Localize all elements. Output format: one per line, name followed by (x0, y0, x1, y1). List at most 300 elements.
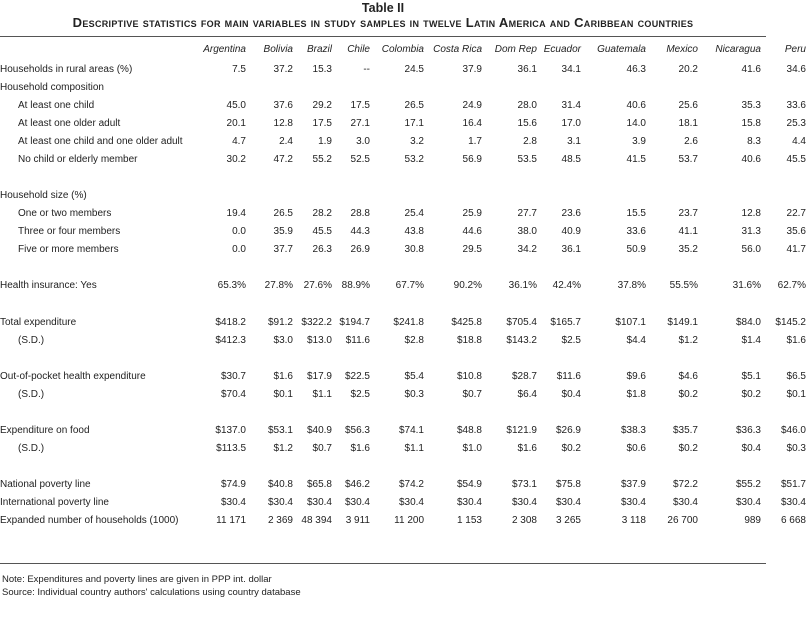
statistics-table (0, 38, 806, 530)
table-cell: $0.2 (678, 443, 698, 455)
table-cell: 2.4 (279, 135, 293, 147)
table-cell: 37.7 (273, 244, 293, 256)
column-header: Peru (784, 43, 806, 55)
table-cell: $107.1 (615, 316, 646, 328)
table-cell: 25.3 (786, 117, 806, 129)
table-cell (246, 78, 293, 96)
table-row (0, 277, 806, 295)
table-cell (581, 78, 646, 96)
table-cell: 27.7 (517, 208, 537, 220)
spacer-row (0, 403, 806, 421)
table-cell: 52.5 (350, 154, 370, 166)
table-cell: 48.5 (561, 154, 581, 166)
table-cell: $40.8 (267, 479, 293, 491)
table-cell (761, 187, 806, 205)
row-label: (S.D.) (18, 443, 45, 455)
table-cell: 14.0 (626, 117, 646, 129)
table-cell: 3 265 (555, 515, 581, 527)
table-cell: 2.6 (684, 135, 698, 147)
table-cell: $5.1 (741, 370, 761, 382)
source-text: Source: Individual country authors' calculations using country database (2, 586, 301, 598)
table-cell (332, 78, 370, 96)
table-cell: 30.8 (404, 244, 424, 256)
table-cell: 48 394 (301, 515, 332, 527)
table-cell: -- (363, 63, 370, 75)
table-cell: 17.5 (350, 99, 370, 111)
table-cell: $137.0 (215, 424, 246, 436)
table-cell (332, 187, 370, 205)
table-row (0, 150, 806, 168)
table-row (0, 331, 806, 349)
column-header: Bolivia (263, 43, 293, 55)
table-cell: 17.1 (404, 117, 424, 129)
table-row (0, 421, 806, 439)
row-label: Three or four members (18, 226, 121, 238)
table-header (0, 38, 806, 60)
table-cell: $38.3 (620, 424, 646, 436)
table-cell: $4.6 (678, 370, 698, 382)
table-cell: $0.2 (741, 388, 761, 400)
row-label: Expenditure on food (0, 424, 90, 436)
table-cell: $1.8 (626, 388, 646, 400)
table-cell: $6.5 (786, 370, 806, 382)
table-cell: $2.5 (561, 334, 581, 346)
table-cell: 41.1 (678, 226, 698, 238)
table-cell: $9.6 (626, 370, 646, 382)
row-label: (S.D.) (18, 334, 45, 346)
table-cell: $28.7 (511, 370, 537, 382)
column-header: Brazil (306, 43, 332, 55)
table-cell: $74.9 (220, 479, 246, 491)
table-cell: 3.2 (410, 135, 424, 147)
table-cell: 1 153 (456, 515, 482, 527)
row-label: At least one child and one older adult (18, 135, 183, 147)
row-label: No child or elderly member (18, 154, 138, 166)
table-cell: $1.1 (404, 443, 424, 455)
table-cell: $65.8 (306, 479, 332, 491)
table-cell: 55.5% (669, 280, 698, 292)
table-cell: $0.2 (561, 443, 581, 455)
table-cell: 26.5 (404, 99, 424, 111)
table-cell: 41.6 (741, 63, 761, 75)
table-cell: 41.5 (626, 154, 646, 166)
table-row (0, 440, 806, 458)
table-cell: 45.5 (786, 154, 806, 166)
table-cell: $30.4 (780, 497, 806, 509)
table-cell: $51.7 (780, 479, 806, 491)
table-cell: $72.2 (672, 479, 698, 491)
table-body (0, 60, 806, 530)
table-cell (646, 187, 698, 205)
table-cell (424, 78, 482, 96)
table-cell: $30.4 (735, 497, 761, 509)
table-title: Descriptive statistics for main variables in study samples in twelve Latin America and Caribbean countries (72, 15, 694, 30)
table-cell: 27.6% (303, 280, 332, 292)
table-cell: 53.2 (404, 154, 424, 166)
table-cell: $30.4 (306, 497, 332, 509)
table-cell (482, 78, 537, 96)
table-cell: 17.5 (312, 117, 332, 129)
table-cell: 15.3 (312, 63, 332, 75)
table-cell: 36.1 (517, 63, 537, 75)
table-cell: 29.2 (312, 99, 332, 111)
row-label: Household size (%) (0, 190, 87, 202)
table-cell: $30.4 (511, 497, 537, 509)
table-cell: 35.3 (741, 99, 761, 111)
row-label: Household composition (0, 81, 104, 93)
table-cell: 56.0 (741, 244, 761, 256)
column-header: Guatemala (597, 43, 646, 55)
table-cell: $113.5 (216, 443, 246, 455)
table-cell: 28.2 (312, 208, 332, 220)
table-cell: $30.7 (220, 370, 246, 382)
table-cell: $46.2 (344, 479, 370, 491)
table-cell: $36.3 (735, 424, 761, 436)
column-header: Chile (347, 43, 370, 55)
table-cell: $13.0 (306, 334, 332, 346)
table-cell: 22.7 (786, 208, 806, 220)
spacer-row (0, 349, 806, 367)
table-cell: $37.9 (620, 479, 646, 491)
table-cell: 15.8 (741, 117, 761, 129)
table-cell: 26.5 (273, 208, 293, 220)
table-cell: 24.5 (404, 63, 424, 75)
table-cell: $53.1 (267, 424, 293, 436)
table-cell: 47.2 (273, 154, 293, 166)
table-cell: 2 369 (267, 515, 293, 527)
table-row (0, 205, 806, 223)
table-row (0, 367, 806, 385)
table-cell: 45.0 (226, 99, 246, 111)
table-cell: $425.8 (451, 316, 482, 328)
table-cell: $1.2 (678, 334, 698, 346)
table-cell: 8.3 (747, 135, 761, 147)
column-header: Ecuador (543, 43, 581, 55)
table-cell: 37.9 (462, 63, 482, 75)
table-cell: $0.3 (786, 443, 806, 455)
table-cell: $0.7 (312, 443, 332, 455)
table-cell: 15.6 (517, 117, 537, 129)
table-row (0, 512, 806, 530)
table-cell: 3.0 (356, 135, 370, 147)
table-cell: $46.0 (780, 424, 806, 436)
table-cell: 20.2 (678, 63, 698, 75)
table-cell (293, 78, 332, 96)
table-cell: $40.9 (306, 424, 332, 436)
table-cell: 40.6 (626, 99, 646, 111)
table-cell: 37.8% (617, 280, 646, 292)
table-cell: $418.2 (215, 316, 246, 328)
table-cell: 34.2 (517, 244, 537, 256)
table-cell: 3 118 (621, 515, 646, 527)
table-cell: 3.9 (632, 135, 646, 147)
table-cell: 35.9 (273, 226, 293, 238)
table-cell: 31.3 (741, 226, 761, 238)
table-cell: 26.3 (312, 244, 332, 256)
table-cell: 43.8 (404, 226, 424, 238)
table-cell: 28.8 (350, 208, 370, 220)
table-cell: $30.4 (456, 497, 482, 509)
table-cell: $70.4 (220, 388, 246, 400)
table-cell: 16.4 (462, 117, 482, 129)
table-cell (581, 187, 646, 205)
table-cell: 23.7 (678, 208, 698, 220)
table-cell: 26 700 (667, 515, 698, 527)
table-number: Table II (361, 1, 405, 15)
table-cell: $74.2 (398, 479, 424, 491)
table-cell: 33.6 (786, 99, 806, 111)
table-cell: 2 308 (511, 515, 537, 527)
table-cell (537, 78, 581, 96)
table-cell: 25.9 (462, 208, 482, 220)
table-row (0, 114, 806, 132)
column-header: Colombia (381, 43, 424, 55)
table-cell: 36.1% (508, 280, 537, 292)
table-cell: $17.9 (306, 370, 332, 382)
table-cell: $0.4 (561, 388, 581, 400)
table-cell (537, 187, 581, 205)
table-cell: 35.6 (786, 226, 806, 238)
table-cell: $4.4 (626, 334, 646, 346)
table-cell: 4.7 (232, 135, 246, 147)
table-cell: $55.2 (735, 479, 761, 491)
table-cell: $91.2 (267, 316, 293, 328)
table-cell: 42.4% (552, 280, 581, 292)
table-cell: $1.6 (273, 370, 293, 382)
table-cell: 27.8% (264, 280, 293, 292)
table-cell: $2.5 (350, 388, 370, 400)
row-label: At least one older adult (18, 117, 121, 129)
table-cell: $11.6 (556, 370, 581, 382)
table-cell: 3.1 (567, 135, 581, 147)
table-cell: 40.9 (561, 226, 581, 238)
table-cell: 17.0 (561, 117, 581, 129)
header-row (0, 38, 806, 60)
spacer-row (0, 295, 806, 313)
table-cell: 88.9% (341, 280, 370, 292)
table-cell: 90.2% (453, 280, 482, 292)
table-cell: 45.5 (312, 226, 332, 238)
table-cell: 37.6 (273, 99, 293, 111)
table-cell: 36.1 (561, 244, 581, 256)
table-cell: 33.6 (626, 226, 646, 238)
table-cell: 25.4 (404, 208, 424, 220)
table-row (0, 313, 806, 331)
table-cell: $0.1 (273, 388, 293, 400)
table-cell (698, 187, 761, 205)
table-cell: $30.4 (555, 497, 581, 509)
table-cell: $0.7 (462, 388, 482, 400)
table-cell: $1.2 (273, 443, 293, 455)
table-cell: $1.6 (350, 443, 370, 455)
table-cell: $145.2 (775, 316, 806, 328)
table-cell: 20.1 (226, 117, 246, 129)
table-cell: $1.6 (517, 443, 537, 455)
table-cell: $22.5 (344, 370, 370, 382)
table-cell: $1.6 (786, 334, 806, 346)
table-cell: $11.6 (345, 334, 370, 346)
table-cell (293, 187, 332, 205)
table-cell: $48.8 (456, 424, 482, 436)
table-cell: 53.7 (678, 154, 698, 166)
table-cell: $18.8 (456, 334, 482, 346)
table-cell: 7.5 (232, 63, 246, 75)
table-cell: 12.8 (273, 117, 293, 129)
table-cell: $30.4 (267, 497, 293, 509)
table-cell: $56.3 (344, 424, 370, 436)
top-rule (0, 36, 766, 37)
table-row (0, 223, 806, 241)
table-row (0, 494, 806, 512)
table-cell: $0.6 (626, 443, 646, 455)
table-cell: 0.0 (232, 226, 246, 238)
row-label: Five or more members (18, 244, 119, 256)
table-cell: $1.0 (462, 443, 482, 455)
table-cell: $3.0 (273, 334, 293, 346)
table-cell: $0.4 (741, 443, 761, 455)
table-cell: 6 668 (780, 515, 806, 527)
table-cell: $705.4 (506, 316, 537, 328)
table-cell: $75.8 (555, 479, 581, 491)
table-cell: $149.1 (667, 316, 698, 328)
table-cell: $0.3 (404, 388, 424, 400)
table-row (0, 187, 806, 205)
column-header: Nicaragua (715, 43, 761, 55)
row-label: (S.D.) (18, 388, 45, 400)
table-cell: 0.0 (232, 244, 246, 256)
table-row (0, 476, 806, 494)
table-cell (424, 187, 482, 205)
table-cell: $241.8 (393, 316, 424, 328)
table-cell: 15.5 (626, 208, 646, 220)
table-cell: $1.1 (312, 388, 332, 400)
note-text: Note: Expenditures and poverty lines are given in PPP int. dollar (2, 574, 272, 585)
table-cell: $194.7 (339, 316, 370, 328)
table-cell: $74.1 (398, 424, 424, 436)
table-cell: 65.3% (217, 280, 246, 292)
table-cell: 19.4 (226, 208, 246, 220)
table-cell: $30.4 (398, 497, 424, 509)
table-row (0, 78, 806, 96)
table-cell: $143.2 (506, 334, 537, 346)
row-label: Total expenditure (0, 316, 77, 328)
table-cell: 41.7 (786, 244, 806, 256)
table-cell: $0.1 (786, 388, 806, 400)
table-cell: $1.4 (741, 334, 761, 346)
table-cell: $6.4 (517, 388, 537, 400)
table-cell: $5.4 (404, 370, 424, 382)
row-label: Out-of-pocket health expenditure (0, 370, 146, 382)
spacer-row (0, 169, 806, 187)
table-cell: $10.8 (456, 370, 482, 382)
table-cell: 25.6 (678, 99, 698, 111)
table-cell: 53.5 (517, 154, 537, 166)
table-cell (698, 78, 761, 96)
table-cell: 30.2 (226, 154, 246, 166)
table-cell: 40.6 (741, 154, 761, 166)
column-header: Costa Rica (433, 43, 482, 55)
table-cell: 1.9 (318, 135, 332, 147)
table-cell: $0.2 (678, 388, 698, 400)
table-cell: $322.2 (301, 316, 332, 328)
table-cell: 34.6 (786, 63, 806, 75)
table-cell: $84.0 (735, 316, 761, 328)
table-cell: 38.0 (517, 226, 537, 238)
table-cell: 31.4 (561, 99, 581, 111)
table-cell: 31.6% (732, 280, 761, 292)
table-cell: 50.9 (626, 244, 646, 256)
table-cell: 67.7% (395, 280, 424, 292)
table-cell: 2.8 (523, 135, 537, 147)
table-cell: 3 911 (345, 515, 370, 527)
table-row (0, 385, 806, 403)
spacer-row (0, 458, 806, 476)
row-label: International poverty line (0, 497, 109, 509)
table-cell: $30.4 (220, 497, 246, 509)
table-cell: 56.9 (462, 154, 482, 166)
table-cell: $30.4 (344, 497, 370, 509)
table-cell: 46.3 (626, 63, 646, 75)
table-cell (370, 78, 424, 96)
table-cell: 44.6 (462, 226, 482, 238)
row-label: National poverty line (0, 479, 91, 491)
row-label: Health insurance: Yes (0, 280, 97, 292)
table-row (0, 60, 806, 78)
table-cell: $35.7 (672, 424, 698, 436)
table-cell: $30.4 (672, 497, 698, 509)
table-row (0, 241, 806, 259)
table-cell: 11 171 (216, 515, 246, 527)
table-cell: 11 200 (394, 515, 424, 527)
table-cell: 44.3 (350, 226, 370, 238)
table-cell (646, 78, 698, 96)
table-cell: 35.2 (678, 244, 698, 256)
column-header: Mexico (666, 43, 698, 55)
table-cell: 62.7% (777, 280, 806, 292)
table-row (0, 132, 806, 150)
column-header: Dom Rep (494, 43, 537, 55)
table-cell: $412.3 (215, 334, 246, 346)
table-cell: 26.9 (350, 244, 370, 256)
table-cell: 29.5 (462, 244, 482, 256)
table-row (0, 96, 806, 114)
table-cell: $2.8 (404, 334, 424, 346)
table-cell: 12.8 (741, 208, 761, 220)
table-cell: $121.9 (506, 424, 537, 436)
table-cell (761, 78, 806, 96)
row-label: Expanded number of households (1000) (0, 515, 179, 527)
table-cell: 34.1 (561, 63, 581, 75)
table-cell: 27.1 (350, 117, 370, 129)
table-cell: 28.0 (517, 99, 537, 111)
header-blank (0, 38, 190, 60)
table-cell: 989 (744, 515, 761, 527)
column-header: Argentina (203, 43, 246, 55)
table-cell (190, 187, 246, 205)
table-cell: 55.2 (312, 154, 332, 166)
table-cell (370, 187, 424, 205)
table-cell: 24.9 (462, 99, 482, 111)
table-cell: $73.1 (511, 479, 537, 491)
table-cell: $165.7 (550, 316, 581, 328)
row-label: One or two members (18, 208, 112, 220)
row-label: At least one child (18, 99, 95, 111)
table-cell: 4.4 (792, 135, 806, 147)
notes (2, 574, 301, 599)
table-cell: 23.6 (561, 208, 581, 220)
table-cell: 37.2 (273, 63, 293, 75)
bottom-rule (0, 563, 766, 564)
